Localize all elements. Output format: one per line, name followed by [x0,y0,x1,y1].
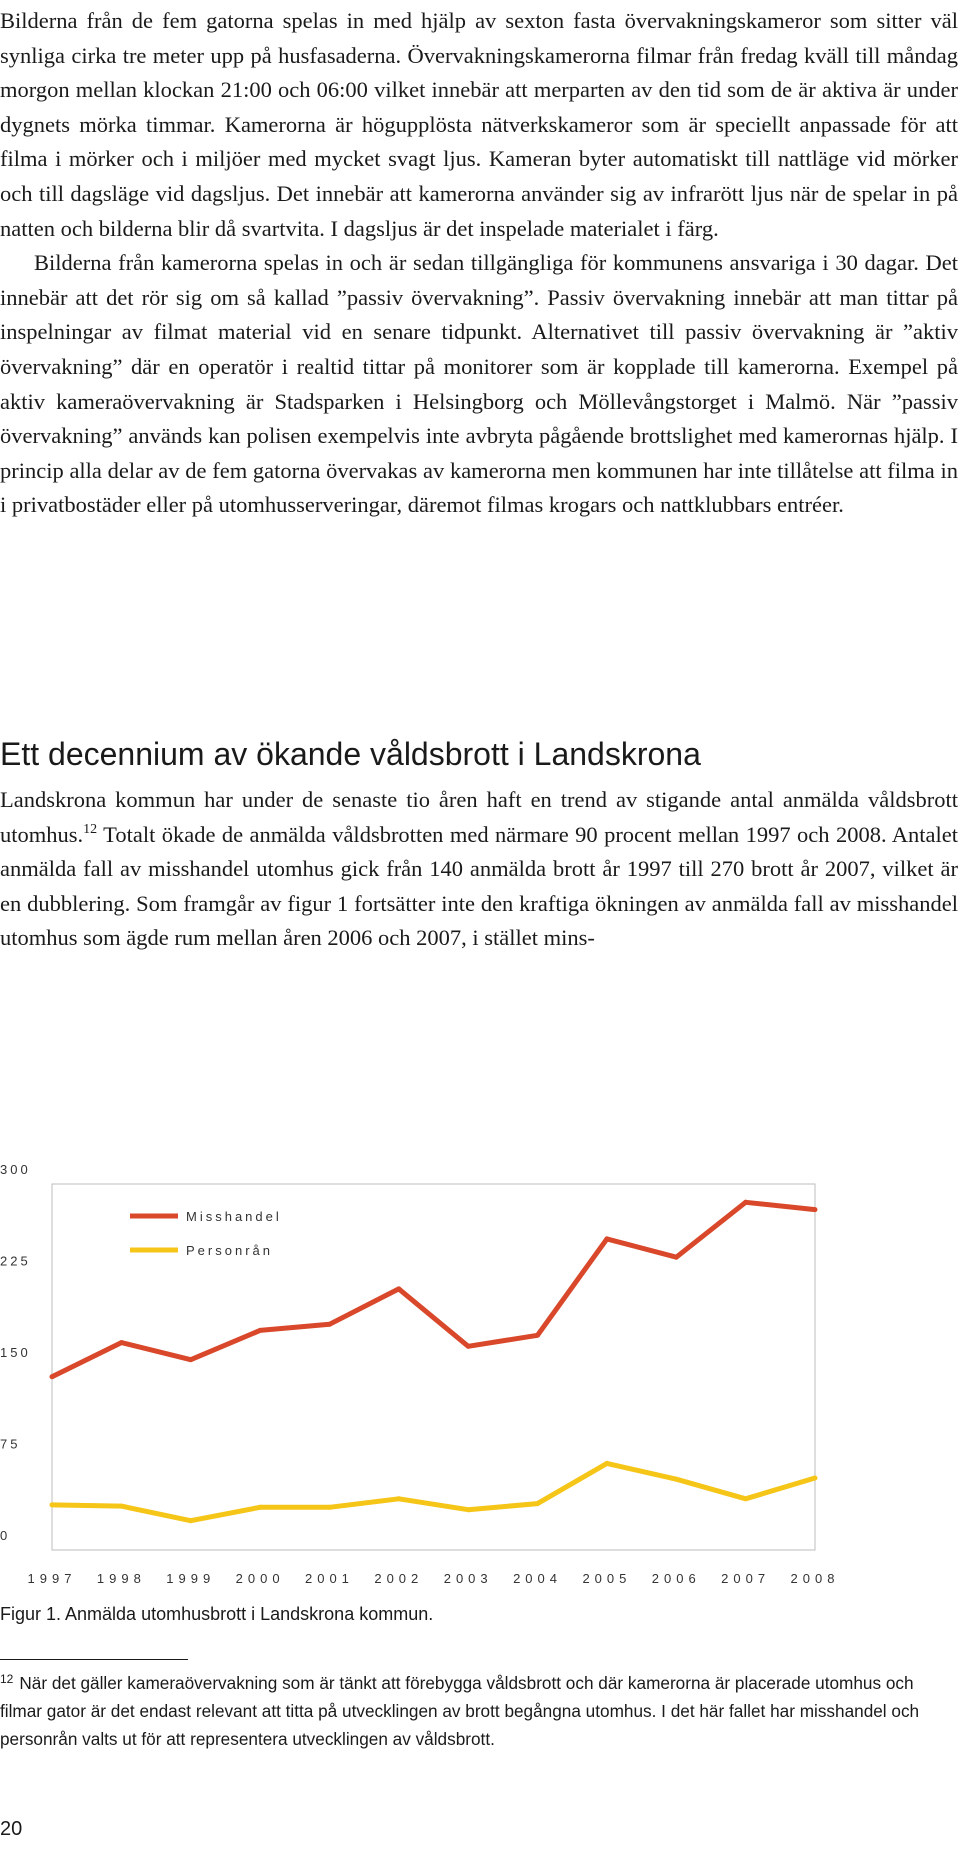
y-tick-label: 225 [0,1253,31,1269]
x-tick-label: 1998 [96,1571,146,1586]
x-tick-label: 1999 [166,1571,216,1586]
footnote-divider [0,1659,188,1660]
section-paragraph [0,783,958,956]
x-tick-label: 2000 [235,1571,285,1586]
data-point [813,1476,818,1481]
data-point [743,1200,748,1205]
footnote-text: När det gäller kameraövervakning som är tänkt att förebygga våldsbrott och där kamerorna är placerade utomhus och filmar gator är det endast relevant att titta på utvecklingen av brott begångna utomhus. I det här fallet har misshandel och personrån valts ut för att representera utvecklingen av våldsbrott. [0,1673,920,1749]
data-point [50,1374,55,1379]
data-point [258,1505,263,1510]
intro-paragraph-2: Bilderna från kamerorna spelas in och är sedan tillgängliga för kommunens ansvariga i 30 dagar. Det innebär att det rör sig om så kallad ”passiv övervakning”. Passiv övervakning innebär att man tittar på inspelningar av filmat material vid en senare tidpunkt. Alternativet till passiv övervakning är ”aktiv övervakning” där en operatör i realtid tittar på monitorer som är kopplade till kamerorna. Exempel på aktiv kameraövervakning är Stadsparken i Helsingborg och Möllevångstorget i Malmö. När ”passiv övervakning” används kan polisen exempelvis inte avbryta pågående brottslighet med kamerornas hjälp. I princip alla delar av de fem gatorna övervakas av kamerorna men kommunen har inte tillåtelse att filma in i privatbostäder eller på utomhusserveringar, däremot filmas krogars och nattklubbars entréer. [0,250,958,518]
footnote-reference: 12 [83,821,98,837]
data-point [327,1505,332,1510]
data-point [674,1477,679,1482]
x-tick-label: 2003 [443,1571,493,1586]
x-tick-label: 2006 [651,1571,701,1586]
y-tick-label: 150 [0,1345,31,1360]
x-tick-label: 2007 [721,1571,771,1586]
y-tick-label: 75 [0,1436,21,1452]
x-tick-label: 2008 [790,1571,840,1586]
legend-label: Personrån [186,1243,273,1258]
page-number: 20 [0,1818,23,1840]
data-point [466,1344,471,1349]
legend-label: Misshandel [186,1209,282,1224]
data-point [188,1518,193,1523]
figure-caption: Figur 1. Anmälda utomhusbrott i Landskrona kommun. [0,1604,434,1624]
y-tick-label: 300 [0,1162,31,1177]
data-point [119,1504,124,1509]
data-point [813,1207,818,1212]
x-axis-ticks [28,1571,840,1586]
footnote-number: 12 [0,1672,14,1686]
series-line-misshandel [52,1202,815,1377]
x-tick-label: 2004 [513,1571,563,1586]
section-heading: Ett decennium av ökande våldsbrott i Landskrona [0,736,701,772]
data-point [466,1507,471,1512]
section-text-b: Totalt ökade de anmälda våldsbrotten med närmare 90 procent mellan 1997 och 2008. Antalet anmälda fall av misshandel utomhus gick från 140 anmälda brott år 1997 till 270 brott år 2007, vilket är en dubblering. Som framgår av figur 1 fortsätter inte den kraftiga ökningen av anmälda fall av misshandel utomhus som ägde rum mellan åren 2006 och 2007, i stället mins- [0,821,958,951]
x-tick-label: 2005 [582,1571,632,1586]
data-point [604,1461,609,1466]
footnote [0,1669,958,1753]
intro-text-block [0,4,958,523]
data-point [604,1236,609,1241]
data-point [396,1286,401,1291]
data-point [535,1333,540,1338]
section-text-a: Landskrona kommun har under de senaste tio åren haft en trend av stigande antal anmälda våldsbrott utomhus. [0,787,958,847]
data-point [535,1501,540,1506]
x-tick-label: 2002 [374,1571,424,1586]
chart-legend [130,1209,282,1258]
data-point [188,1357,193,1362]
data-point [50,1502,55,1507]
data-point [258,1328,263,1333]
x-tick-label: 2001 [304,1571,354,1586]
data-point [674,1255,679,1260]
x-tick-label: 1997 [27,1571,77,1586]
data-point [119,1340,124,1345]
data-point [396,1496,401,1501]
series-line-personrån [52,1463,815,1520]
y-axis-ticks [0,1162,31,1543]
data-point [327,1322,332,1327]
line-chart [0,1162,960,1590]
data-point [743,1496,748,1501]
intro-paragraph-1: Bilderna från de fem gatorna spelas in med hjälp av sexton fasta övervakningskameror som sitter väl synliga cirka tre meter upp på husfasaderna. Övervakningskamerorna filmar från fredag kväll till måndag morgon mellan klockan 21:00 och 06:00 vilket innebär att merparten av den tid som de är aktiva är under dygnets mörka timmar. Kamerorna är högupplösta nätverkskameror som är speciellt anpassade för att filma i mörker och i miljöer med mycket svagt ljus. Kameran byter automatiskt till nattläge vid mörker och till dagsläge vid dagsljus. Det innebär att kamerorna använder sig av infrarött ljus när de spelar in på natten och bilderna blir då svartvita. I dagsljus är det inspelade materialet i färg. [0,8,958,241]
y-tick-label: 0 [0,1528,11,1543]
